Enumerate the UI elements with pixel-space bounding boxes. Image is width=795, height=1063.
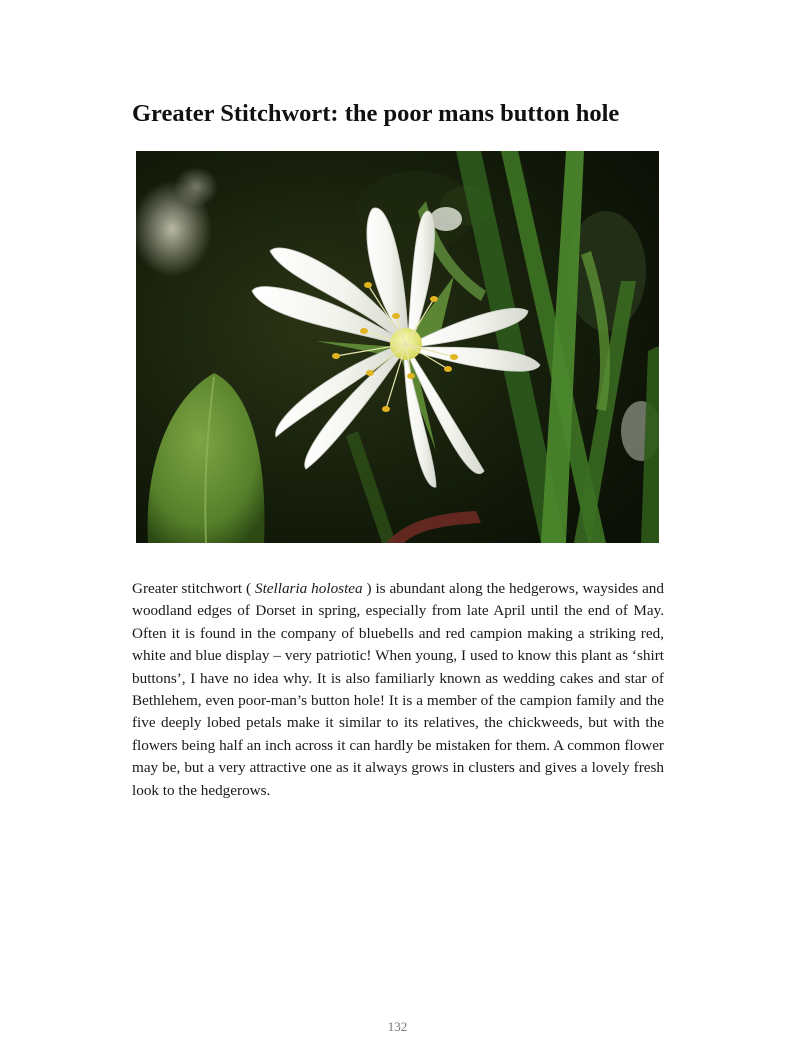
page-title: Greater Stitchwort: the poor mans button hole <box>132 100 620 127</box>
species-latin-name: Stellaria holostea <box>254 580 363 597</box>
page-number: 132 <box>387 1019 408 1034</box>
stitchwort-photo <box>136 151 659 543</box>
body-text-main: ) is abundant along the hedgerows, waysides and woodland edges of Dorset in spring, especially from late April until the end of May. Often it is found in the company of bluebells and red campion making a striking red, white and blue display – very patriotic! When young, I used to know this plant as ‘shirt buttons’, I have no idea why. It is also familiarly known as wedding cakes and star of Bethlehem, even poor-man’s button hole! It is a member of the campion family and the five deeply lobed petals make it similar to its relatives, the chickweeds, but with the flowers being half an inch across it can hardly be mistaken for them. A common flower may be, but a very attractive one as it always grows in clusters and gives a lovely fresh look to the hedgerows. <box>132 580 664 799</box>
body-text-intro: Greater stitchwort ( <box>132 580 255 597</box>
stitchwort-flower-image <box>136 151 659 543</box>
body-paragraph <box>132 578 664 802</box>
